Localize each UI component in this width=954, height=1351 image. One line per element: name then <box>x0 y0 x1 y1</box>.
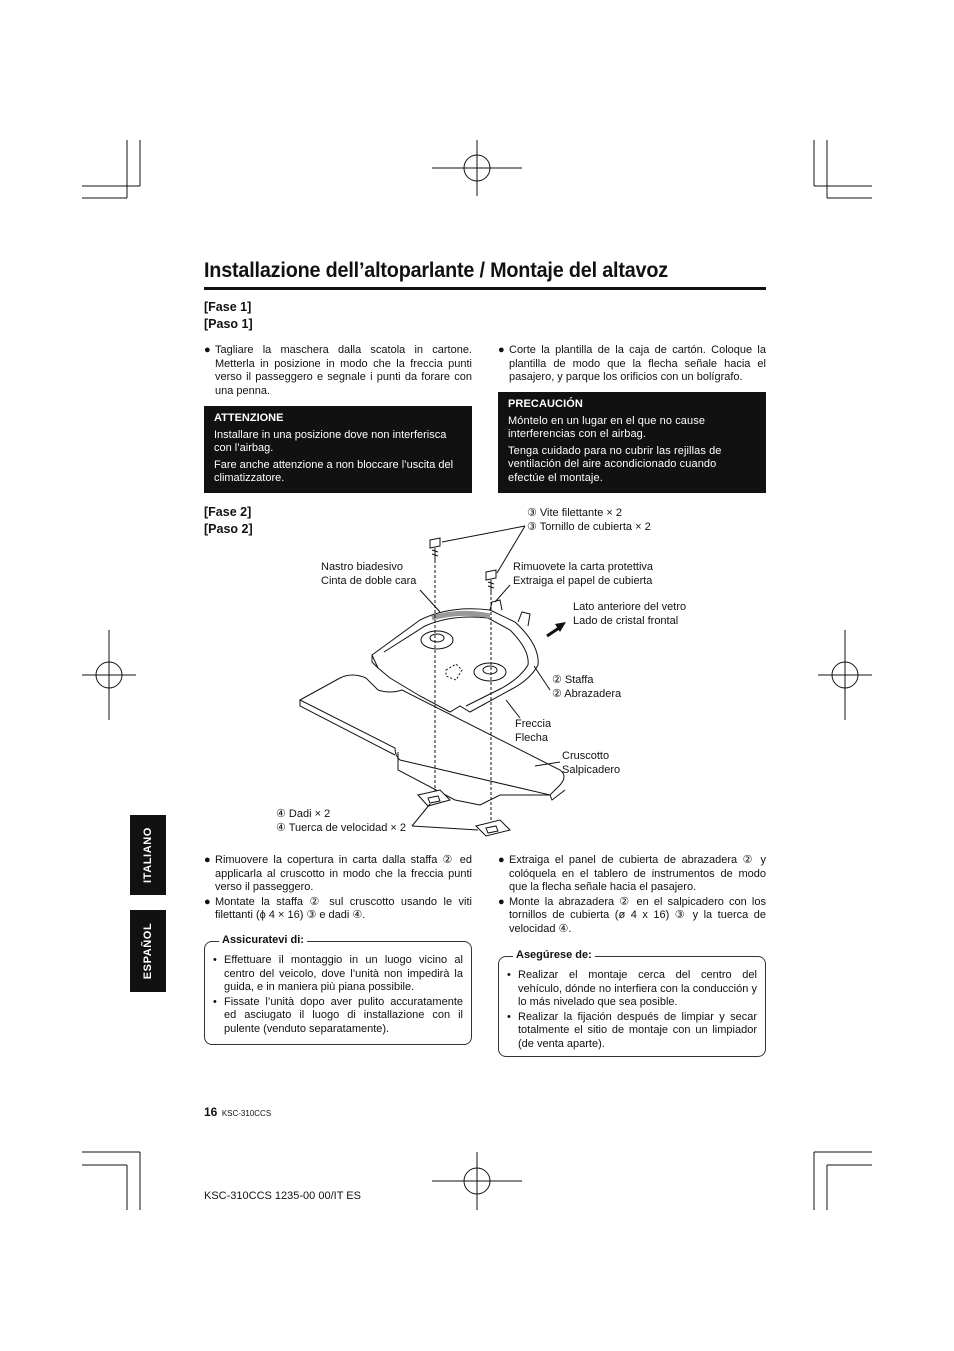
list-item: • Realizar el montaje cerca del centro del vehículo, dónde no interfiera con la conducción y lo más nivelado que sea posible. <box>507 969 757 1008</box>
list-item: • Realizar la fijación después de limpiar y secar totalmente el sitio de montaje con un limpiador (de venta aparte). <box>507 1010 757 1050</box>
warning-line: Fare anche attenzione a non bloccare l’uscita del climatizzatore. <box>214 458 454 484</box>
side-tab-espanol: ESPAÑOL <box>130 910 166 992</box>
label-speed-nut: ④ Dadi × 2 ④ Tuerca de velocidad × 2 <box>276 808 407 834</box>
bullet-icon: ● <box>204 895 211 908</box>
footer-model: KSC-310CCS <box>221 1109 272 1118</box>
step-1-text-es: ● Corte la plantilla de la caja de cartón. Coloque la plantilla de modo que la flecha señale hacia el pasajero, y parque los orificios con un bolígrafo. <box>498 344 766 383</box>
label-windshield-side: Lato anteriore del vetro Lado de cristal frontal <box>573 601 687 627</box>
label-peel-paper: Rimuovete la carta protettiva Extraiga el papel de cubierta <box>513 561 654 587</box>
note-box-es <box>498 949 766 1057</box>
label-screw: ③ Vite filettante × 2 ③ Tornillo de cubierta × 2 <box>527 507 651 533</box>
page-footer <box>204 1103 271 1121</box>
front-direction-arrow <box>547 622 566 636</box>
bullet-icon: ● <box>204 344 211 356</box>
title-rule <box>204 287 766 290</box>
step-2-es: [Paso 2] <box>204 522 253 536</box>
bullet-icon: ● <box>498 895 505 908</box>
label-bracket: ② Staffa ② Abrazadera <box>552 674 622 700</box>
page-number: 16 <box>204 1105 218 1119</box>
bullet-icon: ● <box>204 854 211 866</box>
step-1-heading <box>204 299 253 333</box>
label-arrow: Freccia Flecha <box>515 718 552 744</box>
list-item: • Effettuare il montaggio in un luogo vicino al centro del veicolo, dove l’unità non impedirà la guida, e in maniera più piana possibile. <box>213 954 463 993</box>
label-dashboard: Cruscotto Salpicadero <box>562 750 621 776</box>
list-item: • Fissate l’unità dopo aver pulito accuratamente ed asciugato il luogo di installazione con il pulente (venduto separatamente). <box>213 995 463 1035</box>
step-2-it: [Fase 2] <box>204 505 252 519</box>
warning-box-es <box>498 392 766 493</box>
step-1-es: [Paso 1] <box>204 317 253 331</box>
bullet-icon: ● <box>498 854 505 866</box>
warning-heading-es: PRECAUCIÓN <box>508 398 583 410</box>
note-box-it <box>204 934 472 1045</box>
bullet-icon: ● <box>498 344 505 356</box>
warning-line: Tenga cuidado para no cubrir las rejillas de ventilación del aire acondicionado cuando efectúe el montaje. <box>508 444 722 484</box>
note-heading-es: Asegúrese de: <box>513 949 595 963</box>
note-heading-it: Assicuratevi di: <box>219 934 307 948</box>
page-title: Installazione dell’altoparlante / Montaje del altavoz <box>204 258 668 282</box>
label-double-tape: Nastro biadesivo Cinta de doble cara <box>321 561 417 587</box>
step-2-heading <box>204 504 253 538</box>
print-code: KSC-310CCS 1235-00 00/IT ES <box>204 1190 361 1202</box>
step-2-text-es: ● Extraiga el panel de cubierta de abrazadera ② y colóquela en el tablero de instrumentos de modo que la flecha señale hacia el pasajero. ● Monte la abrazadera ② en el salpicadero con los tornillos de cubierta (ø 4 x 16) ③ y la tuerca de velocidad ④. <box>498 854 766 935</box>
step-1-text-it: ● Tagliare la maschera dalla scatola in cartone. Metterla in posizione in modo che la freccia punti verso il passeggero e segnale i punti da forare con una penna. <box>204 344 472 397</box>
step-1-it: [Fase 1] <box>204 300 252 314</box>
side-tab-italiano: ITALIANO <box>130 815 166 895</box>
warning-line: Installare in una posizione dove non interferisca con l’airbag. <box>214 428 447 454</box>
warning-line: Móntelo en un lugar en el que no cause interferencias con el airbag. <box>508 414 706 440</box>
warning-box-it <box>204 406 472 493</box>
warning-heading-it: ATTENZIONE <box>214 412 284 424</box>
step-2-text-it: ● Rimuovere la copertura in carta dalla staffa ② ed applicarla al cruscotto in modo che la freccia punti verso il passeggero. ● Montate la staffa ② sul cruscotto usando le viti filettanti (ϕ 4 × 16) ③ e dadi ④. <box>204 854 472 921</box>
